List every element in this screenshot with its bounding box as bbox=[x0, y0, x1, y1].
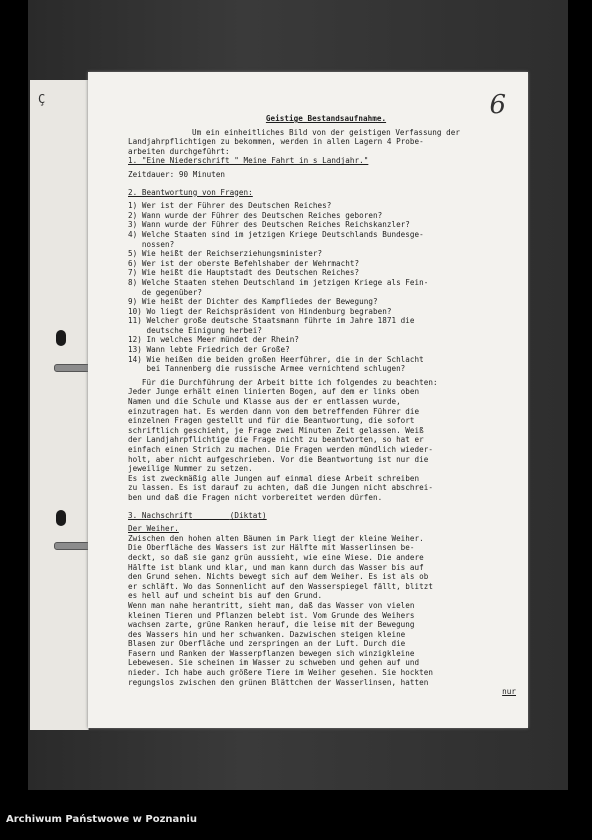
document-body bbox=[128, 114, 524, 697]
question-line: 12) In welches Meer mündet der Rhein? bbox=[128, 335, 300, 345]
dictation-line: Wenn man nahe herantritt, sieht man, daß das Wasser von vielen bbox=[128, 600, 415, 610]
instruction-line: Es ist zweckmäßig alle Jungen auf einmal diese Arbeit schreiben bbox=[128, 473, 420, 483]
dictation-line: wachsen zarte, grüne Ranken herauf, die leise mit der Bewegung bbox=[128, 620, 415, 630]
question-line: nossen? bbox=[128, 239, 175, 249]
punch-hole bbox=[56, 510, 66, 526]
intro-line: Um ein einheitliches Bild von der geistigen Verfassung der bbox=[191, 127, 461, 137]
dictation-line: Zwischen den hohen alten Bäumen im Park liegt der kleine Weiher. bbox=[128, 533, 424, 543]
question-line: 2) Wann wurde der Führer des Deutschen Reiches geboren? bbox=[128, 210, 383, 220]
instruction-line: zu lassen. Es ist darauf zu achten, daß die Jungen nicht abschrei- bbox=[128, 483, 434, 493]
instruction-line: der Landjahrpflichtige die Frage nicht zu beantworten, so hat er bbox=[128, 435, 424, 445]
question-line: 5) Wie heißt der Reichserziehungsminister? bbox=[128, 249, 323, 259]
dictation-line: es hell auf und scheint bis auf den Grund. bbox=[128, 591, 323, 601]
dictation-line: des Wassers hin und her schwanken. Dazwischen steigen kleine bbox=[128, 629, 406, 639]
dictation-line: deckt, so daß sie ganz grün aussieht, wie eine Wiese. Die andere bbox=[128, 552, 424, 562]
question-line: 10) Wo liegt der Reichspräsident von Hindenburg begraben? bbox=[128, 306, 392, 316]
binder-strip bbox=[30, 80, 89, 730]
question-line: 8) Welche Staaten stehen Deutschland im jetzigen Kriege als Fein- bbox=[128, 277, 429, 287]
section-3-note: (Diktat) bbox=[229, 510, 267, 520]
section-2-heading: 2. Beantwortung von Fragen: bbox=[128, 187, 253, 197]
question-line: 14) Wie heißen die beiden großen Heerführer, die in der Schlacht bbox=[128, 354, 424, 364]
question-line: 7) Wie heißt die Hauptstadt des Deutschen Reiches? bbox=[128, 268, 360, 278]
instruction-line: holt, aber nicht aufgeschrieben. Vor die Beantwortung ist nur die bbox=[128, 454, 429, 464]
question-line: 13) Wann lebte Friedrich der Große? bbox=[128, 345, 290, 355]
dictation-line: Hälfte ist blank und klar, und man kann durch das Wasser bis auf bbox=[128, 562, 424, 572]
instruction-line: einzelnen Fragen gestellt und für die Beantwortung, die sofort bbox=[128, 416, 415, 426]
question-line: deutsche Einigung herbei? bbox=[128, 325, 263, 335]
question-line: 1) Wer ist der Führer des Deutschen Reiches? bbox=[128, 201, 332, 211]
question-line: 3) Wann wurde der Führer des Deutschen Reiches Reichskanzler? bbox=[128, 220, 410, 230]
section-3-heading bbox=[128, 511, 524, 521]
duration: Zeitdauer: 90 Minuten bbox=[128, 169, 226, 179]
dictation-line: Blasen zur Oberfläche und zerspringen an der Luft. Durch die bbox=[128, 639, 406, 649]
question-line: de gegenüber? bbox=[128, 287, 202, 297]
intro-line: Landjahrpflichtigen zu bekommen, werden in allen Lagern 4 Probe- bbox=[128, 137, 424, 147]
dictation-line: den Grund sehen. Nichts bewegt sich auf dem Weiher. Es ist als ob bbox=[128, 572, 429, 582]
question-line: 4) Welche Staaten sind im jetzigen Kriege Deutschlands Bundesge- bbox=[128, 229, 424, 239]
page-number: 6 bbox=[489, 90, 506, 120]
dictation-line: er schläft. Wo das Sonnenlicht auf den Wasserspiegel fällt, blitzt bbox=[128, 581, 434, 591]
instruction-line: Für die Durchführung der Arbeit bitte ich folgendes zu beachten: bbox=[128, 377, 438, 387]
question-line: bei Tannenberg die russische Armee vernichtend schlugen? bbox=[128, 364, 406, 374]
binder-mark: Ç bbox=[38, 92, 46, 106]
instruction-line: jeweilige Nummer zu setzen. bbox=[128, 464, 253, 474]
item-1: 1. "Eine Niederschrift " Meine Fahrt in s Landjahr." bbox=[128, 156, 369, 166]
instruction-line: Namen und die Schule und Klasse aus der er entlassen wurde, bbox=[128, 397, 401, 407]
question-line: 11) Welcher große deutsche Staatsmann führte im Jahre 1871 die bbox=[128, 316, 415, 326]
dictation-line: regungslos zwischen den grünen Blättchen der Wasserlinsen, hatten bbox=[128, 677, 429, 687]
continuation-word: nur bbox=[502, 687, 516, 697]
dictation-line: Lebewesen. Sie scheinen im Wasser zu schweben und gehen auf und bbox=[128, 658, 420, 668]
dictation-line: nieder. Ich habe auch größere Tiere im Weiher gesehen. Sie hockten bbox=[128, 668, 434, 678]
dictation-line: Fasern und Ranken der Wasserpflanzen bewegen sich winzigkleine bbox=[128, 648, 415, 658]
instruction-line: einzutragen hat. Es werden dann von dem betreffenden Führer die bbox=[128, 406, 420, 416]
dictation-line: Die Oberfläche des Wassers ist zur Hälfte mit Wasserlinsen be- bbox=[128, 543, 415, 553]
dictation-title: Der Weiher. bbox=[128, 524, 179, 534]
instruction-line: Jeder Junge erhält einen linierten Bogen, auf dem er links oben bbox=[128, 387, 420, 397]
archive-label: Archiwum Państwowe w Poznaniu bbox=[6, 814, 197, 825]
instruction-line: ben und daß die Fragen nicht vorbereitet werden dürfen. bbox=[128, 492, 383, 502]
question-line: 6) Wer ist der oberste Befehlshaber der Wehrmacht? bbox=[128, 258, 360, 268]
question-line: 9) Wie heißt der Dichter des Kampfliedes der Bewegung? bbox=[128, 297, 378, 307]
instruction-line: schriftlich geschieht, je Frage zwei Minuten Zeit gelassen. Weiß bbox=[128, 425, 424, 435]
punch-hole bbox=[56, 330, 66, 346]
intro-line: arbeiten durchgeführt: bbox=[128, 146, 230, 156]
document-page bbox=[88, 72, 528, 728]
section-3-title: 3. Nachschrift bbox=[128, 510, 193, 520]
dictation-line: kleinen Tieren und Pflanzen belebt ist. Vom Grunde des Weihers bbox=[128, 610, 415, 620]
document-title: Geistige Bestandsaufnahme. bbox=[265, 114, 387, 123]
instruction-line: einfach einen Strich zu machen. Die Fragen werden mündlich wieder- bbox=[128, 445, 434, 454]
